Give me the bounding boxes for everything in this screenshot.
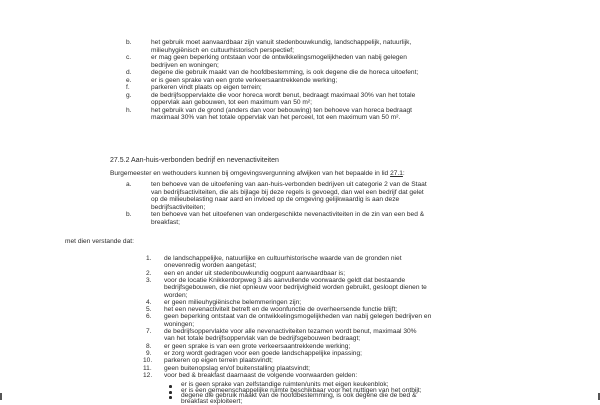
top-list-line: er mag geen beperking ontstaan voor de ontwikkelingsmogelijkheden van nabij gelegen <box>151 54 407 61</box>
condition-line: er zorg wordt gedragen voor een goede landschappelijke inpassing; <box>164 349 362 357</box>
condition-line: van het totale bedrijfsoppervlak van de bedrijfsgebouwen bedraagt; <box>164 335 361 343</box>
condition-line: parkeren op eigen terrein plaatsvindt; <box>164 357 273 365</box>
condition-line: voor de locatie Knikkerdorpweg 3 als aanvullende voorwaarde geldt dat bestaande <box>164 276 406 284</box>
sub-bullet-line: er is geen sprake van zelfstandige ruimten/units met eigen keukenblok; <box>181 381 389 388</box>
top-list-line: er is geen sprake van een grote verkeersaantrekkende werking; <box>151 76 338 84</box>
top-list-line: parkeren vindt plaats op eigen terrein; <box>151 84 262 91</box>
sub-bullet-line: breakfast exploiteert; <box>181 397 243 405</box>
scan-edge-mark <box>0 393 2 400</box>
top-list-line: oppervlak aan gebouwen, tot een maximum van 50 m²; <box>151 99 312 106</box>
condition-marker: 12. <box>143 371 153 379</box>
condition-marker: 5. <box>146 306 152 314</box>
section-item-marker: a. <box>126 181 132 188</box>
condition-line: bedrijfsgebouwen, die niet opnieuw voor bedrijvigheid worden gebruikt, gesloopt dienen te <box>164 284 427 292</box>
condition-marker: 11. <box>143 364 152 372</box>
top-list-line: het gebruik moet aanvaardbaar zijn vanuit stedenbouwkundig, landschappelijk, natuurlijk, <box>151 39 412 46</box>
condition-line: woningen; <box>164 320 195 328</box>
top-list-line: milieuhygiënisch en cultuurhistorisch perspectief; <box>151 46 294 54</box>
intro-text: Burgemeester en wethouders kunnen bij omgevingsvergunning afwijken van het bepaalde in lid <box>110 170 391 177</box>
top-list-marker: h. <box>126 106 132 114</box>
section-item-line: op de milieubelasting naar aard en invloed op de omgeving gelijkwaardig is aan deze <box>151 196 400 203</box>
section-item-line: ten behoeve van de uitoefening van aan-huis-verbonden bedrijven uit categorie 2 van de Staat <box>151 181 427 188</box>
condition-line: een en ander uit stedenbouwkundig oogpunt aanvaardbaar is; <box>164 269 346 277</box>
section-item-line: van bedrijfsactiviteiten, die als bijlage bij deze regels is gevoegd, dan wel een bedrijf dat gelet <box>151 188 424 196</box>
section-item-line: ten behoeve van het uitoefenen van ondergeschikte nevenactiviteiten in de zin van een bed & <box>151 211 425 218</box>
top-list-line: de bedrijfsoppervlakte die voor horeca wordt benut, bedraagt maximaal 30% van het totale <box>151 91 416 99</box>
top-list-line: bedrijven en woningen; <box>151 61 219 69</box>
condition-marker: 3. <box>146 276 152 284</box>
conditions-lead: met dien verstande dat: <box>65 238 134 245</box>
condition-line: onevenredig worden aangetast; <box>164 262 257 270</box>
sub-bullet-line: degene die gebruik maakt van de hoofdbestemming, is ook degene die de bed & <box>181 392 417 399</box>
top-list-line: het gebruik van de grond (anders dan voor bebouwing) ten behoeve van horeca bedraagt <box>151 106 413 114</box>
condition-marker: 8. <box>146 342 152 350</box>
top-list-line: degene die gebruik maakt van de hoofdbestemming, is ook degene die de horeca uitoefent; <box>151 69 419 76</box>
sub-bullet-line: er is een gemeenschappelijke ruimte beschikbaar voor het nuttigen van het ontbijt; <box>181 387 422 394</box>
top-list-marker: e. <box>126 76 132 84</box>
section-item-line: breakfast; <box>151 218 180 226</box>
top-list-marker: d. <box>126 69 132 76</box>
top-list-line: maximaal 30% van het totale oppervlak van het perceel, tot een maximum van 50 m². <box>151 114 401 121</box>
intro-suffix: : <box>402 170 405 177</box>
condition-marker: 6. <box>146 313 152 321</box>
condition-line: het een nevenactiviteit betreft en de woonfunctie de overheersende functie blijft; <box>164 306 398 314</box>
condition-line: voor bed & breakfast daarnaast de volgende voorwaarden gelden: <box>164 371 358 379</box>
section-item-marker: b. <box>126 211 132 218</box>
condition-line: er geen milieuhygiënische belemmeringen zijn; <box>164 298 302 306</box>
lid-link[interactable]: 27.1 <box>390 170 403 177</box>
condition-marker: 9. <box>146 349 152 357</box>
condition-marker: 1. <box>146 255 152 262</box>
section-item-line: bedrijfsactiviteiten; <box>151 203 206 211</box>
section-intro <box>110 170 405 178</box>
top-list-marker: c. <box>126 54 132 61</box>
condition-line: geen buitenopslag en/of buitenstalling plaatsvindt; <box>164 364 310 372</box>
condition-marker: 2. <box>146 269 152 277</box>
top-list-marker: g. <box>126 91 132 99</box>
condition-line: geen beperking ontstaat van de ontwikkelingsmogelijkheden van nabij gelegen bedrijven en <box>164 313 432 321</box>
condition-line: de landschappelijke, natuurlijke en cultuurhistorische waarde van de gronden niet <box>164 255 402 262</box>
condition-marker: 10. <box>143 357 153 365</box>
section-heading: 27.5.2 Aan-huis-verbonden bedrijf en nevenactiviteiten <box>110 157 279 164</box>
condition-line: de bedrijfsoppervlakte voor alle nevenactiviteiten tezamen wordt benut, maximaal 30% <box>164 328 417 335</box>
condition-marker: 7. <box>146 328 152 335</box>
top-list-marker: f. <box>126 84 130 91</box>
bullet-icon <box>169 394 172 402</box>
condition-line: er geen sprake is van een grote verkeersaantrekkende werking; <box>164 342 351 350</box>
condition-marker: 4. <box>146 298 152 306</box>
top-list-marker: b. <box>126 39 132 46</box>
condition-line: worden; <box>164 291 188 299</box>
